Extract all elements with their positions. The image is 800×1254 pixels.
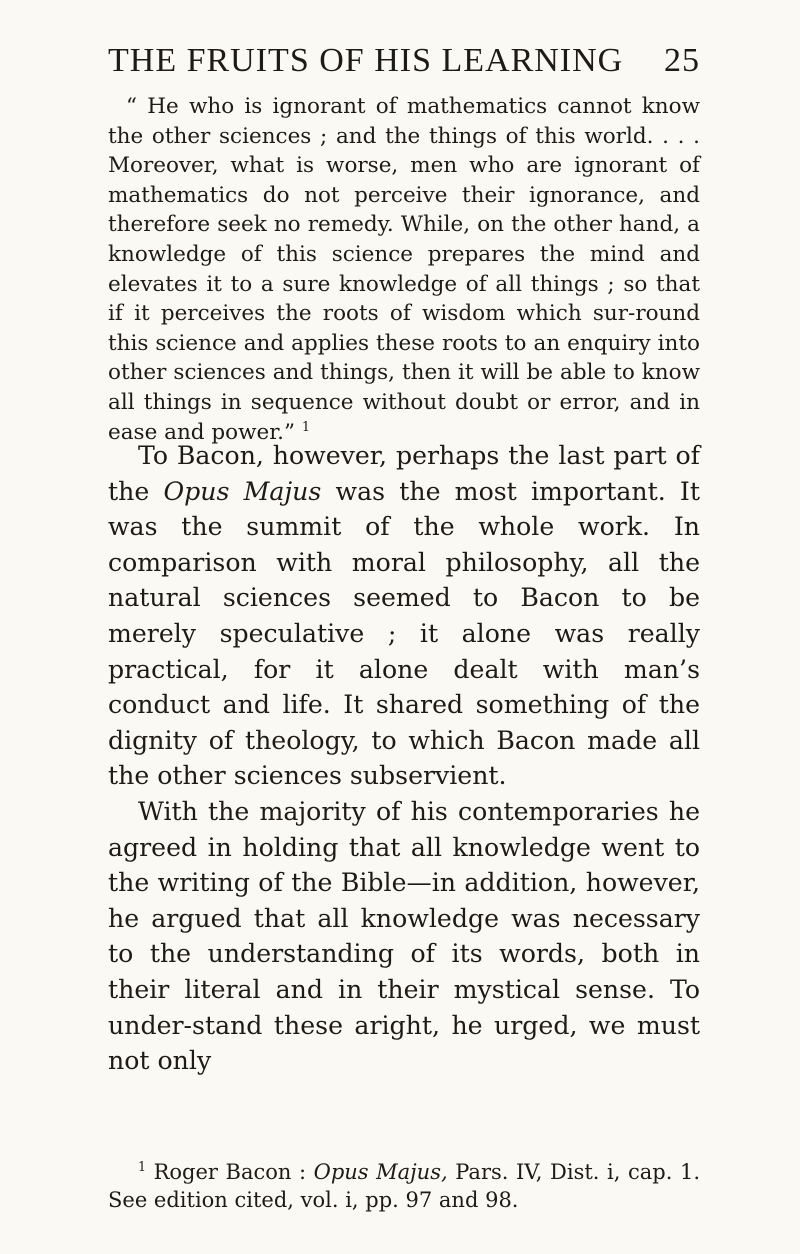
footnote-before: Roger Bacon : — [153, 1160, 307, 1184]
book-title-opus-majus: Opus Majus — [163, 476, 322, 506]
page-number: 25 — [664, 42, 700, 79]
quote-paragraph — [108, 92, 700, 447]
footnote-paragraph — [108, 1158, 700, 1214]
body-paragraph-2: With the majority of his contemporaries he agreed in holding that all knowledge went to the writing of the Bible—in addition, however, he argued that all knowledge was necessary to the understanding of its words, both in their literal and in their mystical sense. To under-stand these aright, he urged, we must not only — [108, 796, 700, 1076]
footnote — [108, 1158, 700, 1214]
footnote-after: Pars. IV, Dist. i, cap. 1. See edition cited, vol. i, pp. 97 and 98. — [108, 1160, 701, 1212]
body-text — [108, 438, 700, 1079]
footnote-marker: 1 — [138, 1159, 147, 1174]
footnote-reference: 1 — [301, 419, 311, 435]
p1-after: was the most important. It was the summit of the whole work. In comparison with moral philosophy, all the natural sciences seemed to Bacon to be merely speculative ; it alone was really practical, for it alone dealt with man’s conduct and life. It shared something of the dignity of theology, to which Bacon made all the other sciences subservient. — [108, 476, 700, 791]
footnote-title: Opus Majus, — [313, 1160, 448, 1184]
quote-text: “ He who is ignorant of mathematics cannot know the other sciences ; and the things of this world. . . . Moreover, what is worse, men who are ignorant of mathematics do not perceive their ignorance, and therefore seek no remedy. While, on the other hand, a knowledge of this science prepares the mind and elevates it to a sure knowledge of all things ; so that if it perceives the roots of wisdom which sur-round this science and applies these roots to an enquiry into other sciences and things, then it will be able to know all things in sequence without doubt or error, and in ease and power.” — [108, 94, 700, 445]
body-paragraph-1 — [108, 438, 700, 794]
block-quote — [108, 92, 700, 447]
p1-before: To Bacon, however, perhaps the last part of the — [108, 441, 700, 506]
page-header — [108, 42, 700, 82]
running-title: THE FRUITS OF HIS LEARNING — [108, 42, 624, 79]
